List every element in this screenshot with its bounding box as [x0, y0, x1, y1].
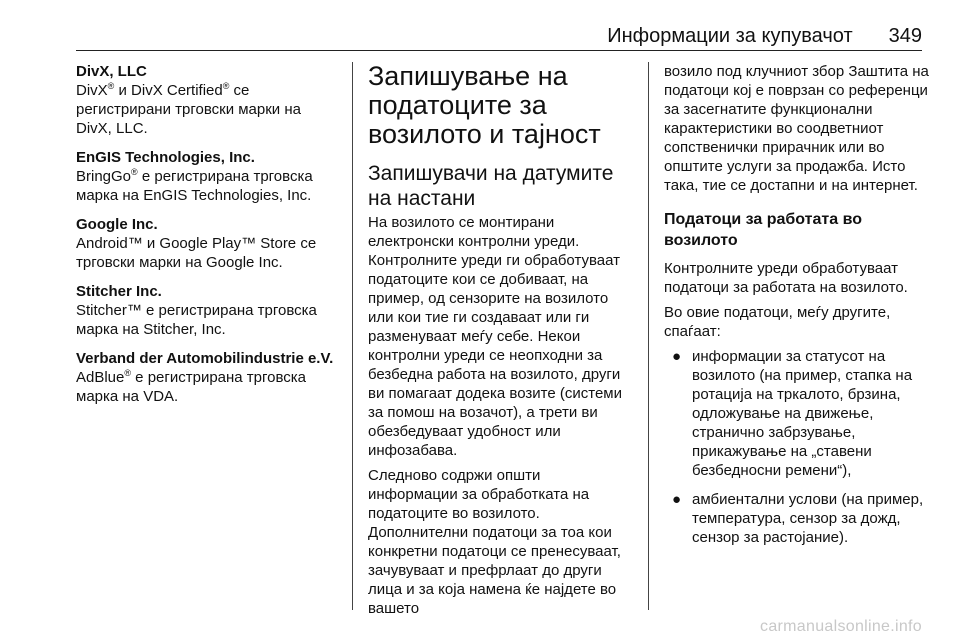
- paragraph: На возилото се монтирани електронски контролни уреди. Контролните уреди ги обработуваат податоците кои се добиваат, на пример, од сензорите на возилото или кои тие ги создаваат или ги разменуваат меѓу себе. Некои контролни уреди се неопходни за безбедна работа на возилото, други ви помагаат додека возите (системи за помош на возачот), а трети ви обезбедуваат удобност или инфозабава.: [368, 214, 622, 459]
- trademark-entry: Stitcher Inc. Stitcher™ е регистрирана трговска марка на Stitcher, Inc.: [76, 282, 338, 339]
- entry-heading: Verband der Automobilindustrie e.V.: [76, 350, 334, 367]
- section-title: Запишување на податоците за возилото и тајност: [368, 61, 601, 149]
- trademark-entry: Verband der Automobilindustrie e.V. AdBlue® е регистрирана трговска марка на VDA.: [76, 349, 338, 406]
- paragraph: возило под клучниот збор Заштита на податоци кој е поврзан со референци за засегнатите функционални карактеристики во соодветниот сопственички прирачник или во општите услуги за продажба. Исто така, тие се достапни и на интернет.: [664, 63, 929, 194]
- page-header: [76, 20, 922, 48]
- bullet-list: [664, 347, 930, 547]
- watermark: carmanualsonline.info: [760, 618, 922, 635]
- column-divider-2: [648, 62, 649, 610]
- column-data-recording: [368, 62, 632, 624]
- page-number: 349: [888, 25, 922, 47]
- column-trademarks: [76, 62, 338, 416]
- header-rule: [76, 50, 922, 51]
- entry-heading: Google Inc.: [76, 216, 158, 233]
- list-item: ● информации за статусот на возилото (на пример, стапка на ротација на тркалото, брзина, одложување на движење, странично забрзување, прикажување на „ставени безбедносни ремени“),: [672, 348, 913, 479]
- subsection-title: Податоци за работата во возилото: [664, 211, 862, 249]
- column-operating-data: [664, 62, 930, 557]
- entry-heading: Stitcher Inc.: [76, 283, 162, 300]
- entry-heading: DivX, LLC: [76, 63, 147, 80]
- subsection-title: Запишувачи на датумите на настани: [368, 162, 614, 210]
- paragraph: Во овие податоци, меѓу другите, спаѓаат:: [664, 304, 891, 340]
- trademark-entry: DivX, LLC DivX® и DivX Certified® се регистрирани трговски марки на DivX, LLC.: [76, 62, 338, 138]
- entry-heading: EnGIS Technologies, Inc.: [76, 149, 255, 166]
- column-divider-1: [352, 62, 353, 610]
- paragraph: Следново содржи општи информации за обработката на податоците во возилото. Дополнителни податоци за тоа кои конкретни податоци се пренесуваат, зачувуваат и префрлаат до други лица и за која намена ќе најдете во вашето: [368, 467, 621, 617]
- paragraph: Контролните уреди обработуваат податоци за работата на возилото.: [664, 260, 908, 296]
- bullet-icon: ●: [672, 491, 682, 508]
- bullet-icon: ●: [672, 348, 682, 365]
- list-item: ● амбиентални услови (на пример, температура, сензор за дожд, сензор за растојание).: [672, 491, 924, 546]
- trademark-entry: Google Inc. Android™ и Google Play™ Store се трговски марки на Google Inc.: [76, 215, 338, 272]
- header-title: Информации за купувачот: [607, 25, 853, 47]
- trademark-entry: EnGIS Technologies, Inc. BringGo® е регистрирана трговска марка на EnGIS Technologies, Inc.: [76, 148, 338, 205]
